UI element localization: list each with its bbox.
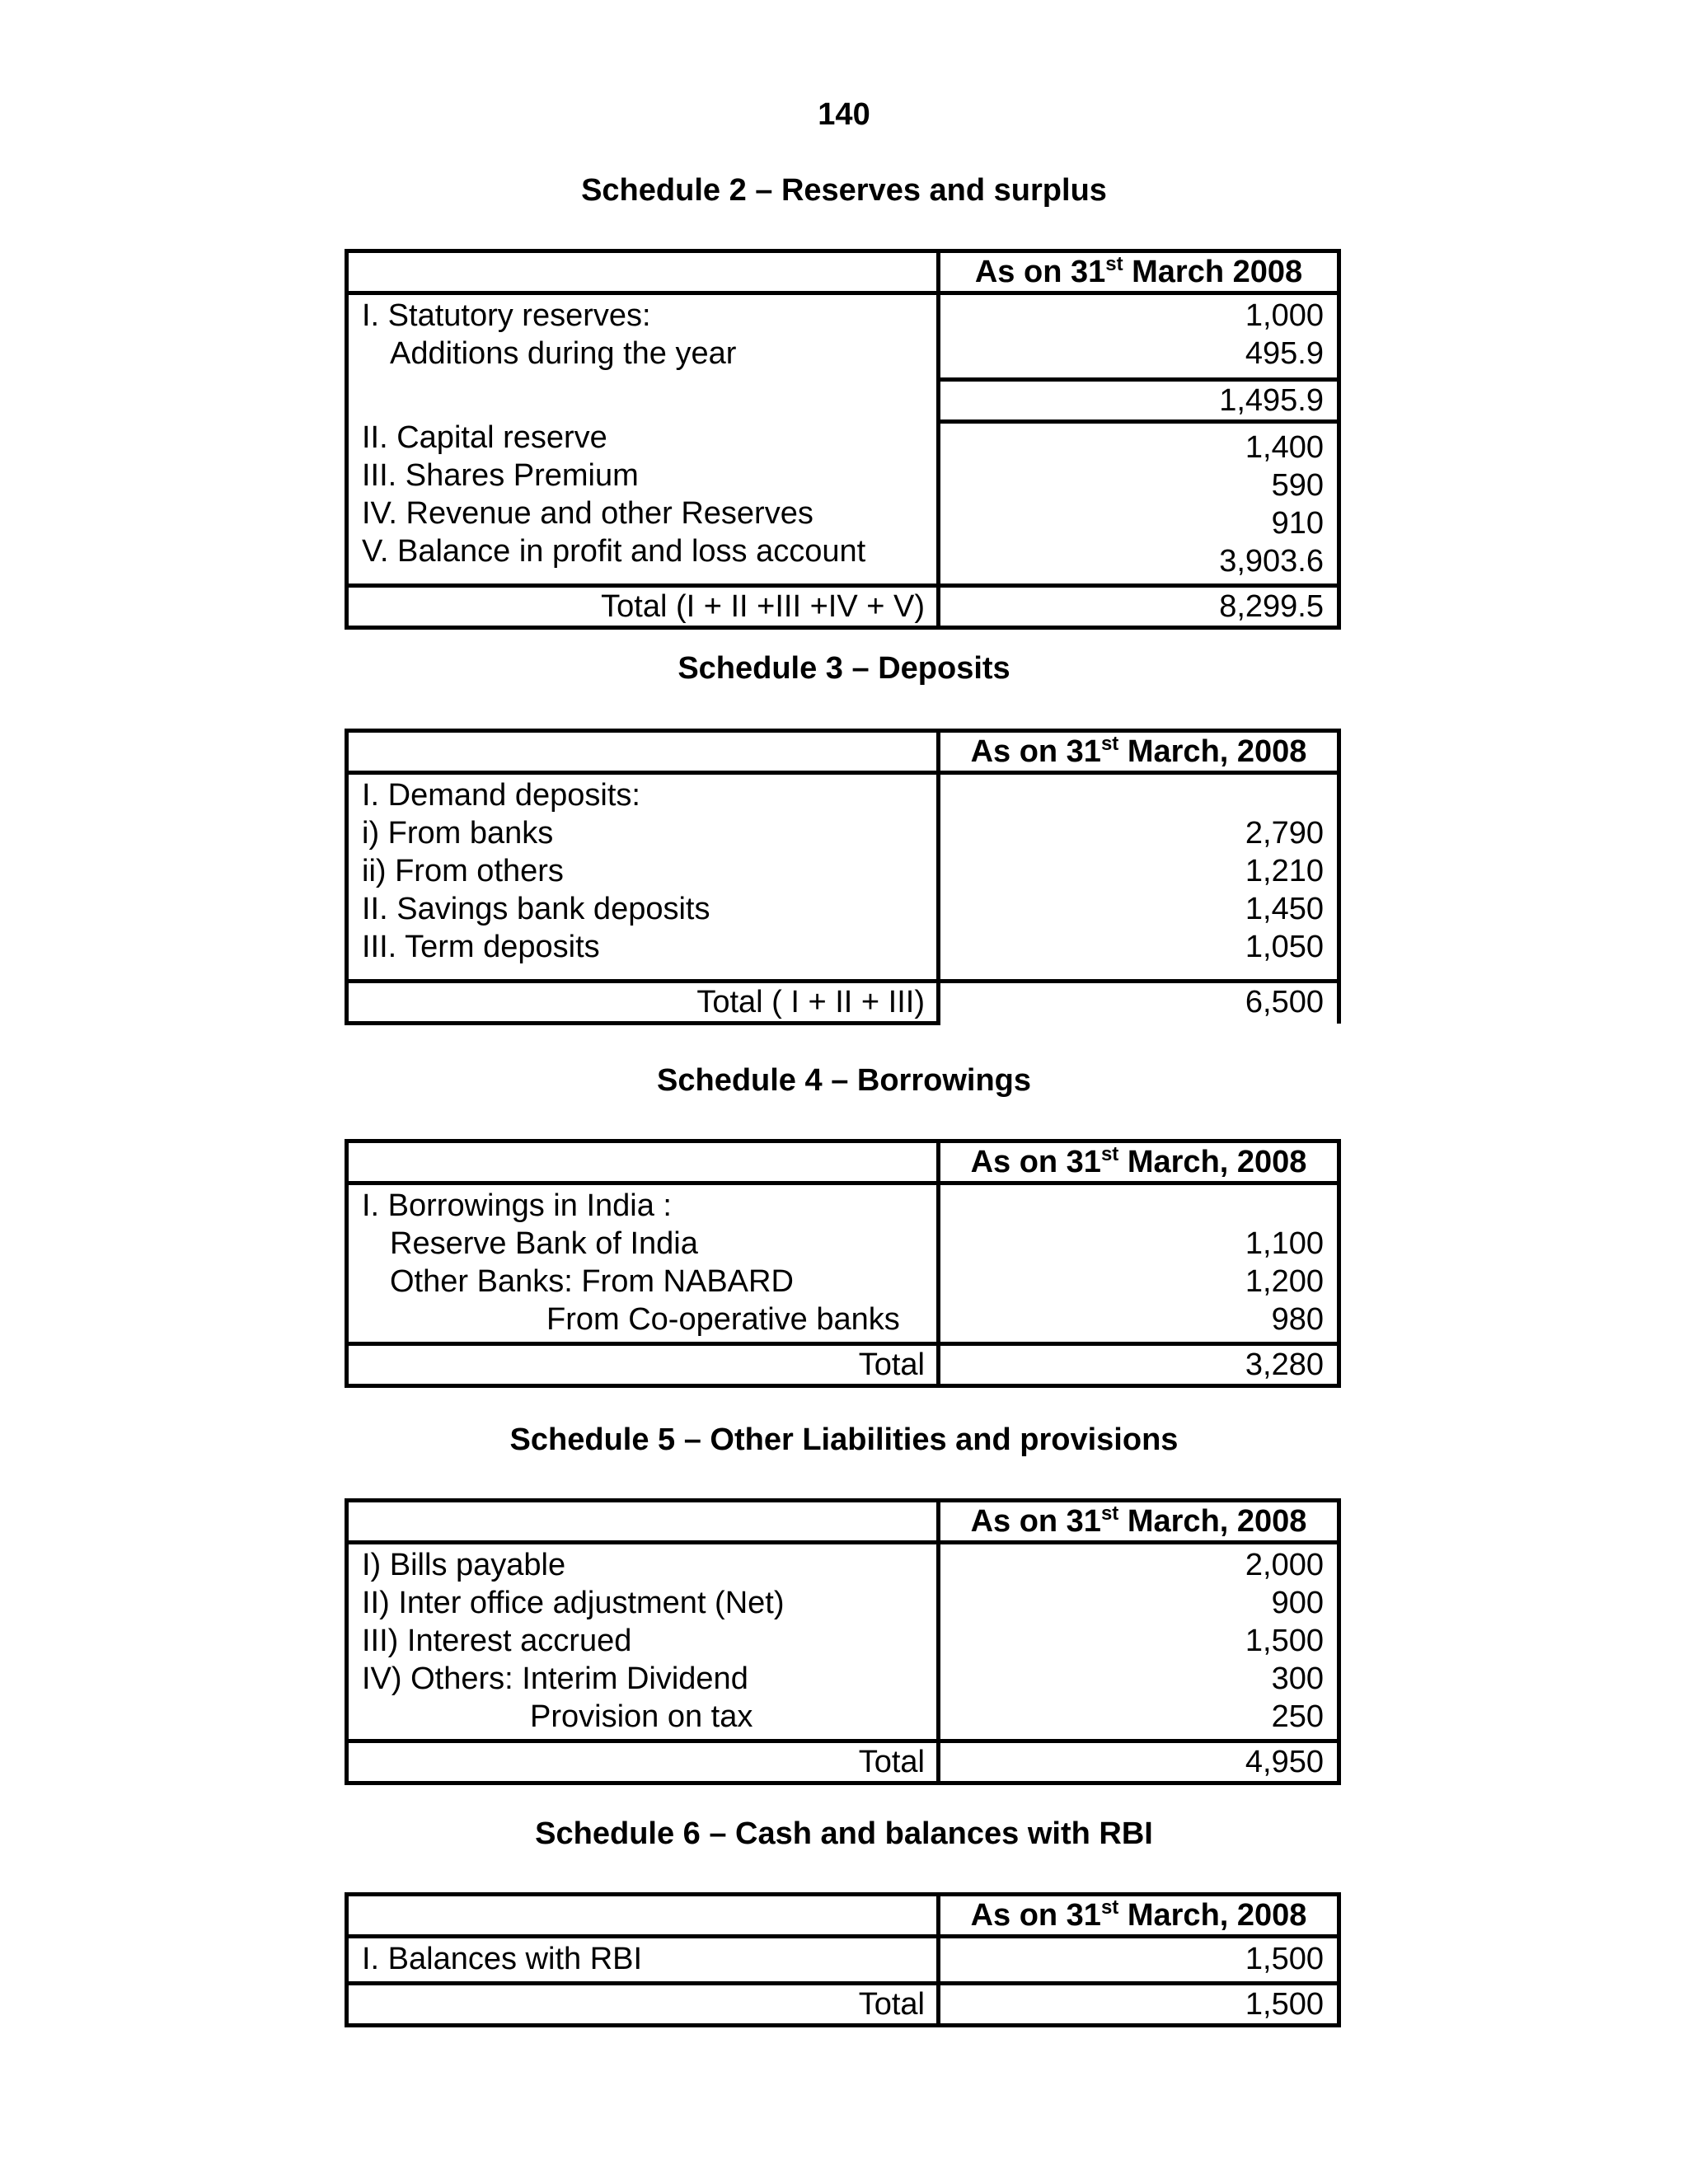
row-label: II) Inter office adjustment (Net) xyxy=(362,1586,785,1620)
total-label: Total xyxy=(347,1741,939,1783)
row-value: 2,790 xyxy=(1245,816,1324,851)
row-label: V. Balance in profit and loss account xyxy=(362,534,866,569)
table-header-row xyxy=(347,251,1339,293)
row-label: IV. Revenue and other Reserves xyxy=(362,496,814,531)
header-blank-cell xyxy=(347,251,939,293)
total-value: 6,500 xyxy=(939,982,1339,1024)
row-value: 1,210 xyxy=(1245,854,1324,888)
date-column-header: As on 31st March 2008 xyxy=(939,251,1339,293)
labels-cell xyxy=(347,293,939,586)
row-label: II. Savings bank deposits xyxy=(362,892,710,926)
schedule-6-title: Schedule 6 – Cash and balances with RBI xyxy=(535,1816,1153,1851)
table-body-row xyxy=(347,1543,1339,1741)
total-row xyxy=(347,1741,1339,1783)
page-number: 140 xyxy=(818,97,870,132)
row-value: 1,400 xyxy=(1245,430,1324,465)
row-label: Other Banks: From NABARD xyxy=(390,1264,794,1299)
row-value: 3,903.6 xyxy=(1219,544,1324,579)
table-header-row xyxy=(347,1141,1339,1183)
row-value: 1,500 xyxy=(1245,1942,1324,1976)
table-header-row xyxy=(347,1501,1339,1543)
table-body-row xyxy=(347,773,1339,982)
schedule-2-title: Schedule 2 – Reserves and surplus xyxy=(581,173,1107,208)
row-label: ii) From others xyxy=(362,854,564,888)
schedule-4-title: Schedule 4 – Borrowings xyxy=(657,1063,1031,1098)
row-value xyxy=(940,1187,1324,1225)
row-value: 250 xyxy=(1271,1699,1324,1734)
total-value: 1,500 xyxy=(939,1984,1339,2026)
date-column-header: As on 31st March, 2008 xyxy=(939,731,1339,773)
row-label: From Co-operative banks xyxy=(546,1302,900,1337)
date-column-header: As on 31st March, 2008 xyxy=(939,1501,1339,1543)
total-row xyxy=(347,586,1339,628)
header-blank-cell xyxy=(347,1895,939,1937)
values-cell xyxy=(939,773,1339,982)
total-label: Total xyxy=(347,1344,939,1386)
table-body-row xyxy=(347,1183,1339,1344)
row-value: 1,500 xyxy=(1245,1624,1324,1658)
date-column-header: As on 31st March, 2008 xyxy=(939,1141,1339,1183)
total-label: Total (I + II +III +IV + V) xyxy=(347,586,939,628)
header-blank-cell xyxy=(347,1501,939,1543)
labels-cell xyxy=(347,1937,939,1984)
row-label: Provision on tax xyxy=(530,1699,753,1734)
schedule-3-title: Schedule 3 – Deposits xyxy=(678,651,1010,686)
total-row xyxy=(347,1344,1339,1386)
labels-cell xyxy=(347,1183,939,1344)
row-value: 980 xyxy=(1271,1302,1324,1337)
row-label: III. Term deposits xyxy=(362,930,600,964)
row-value xyxy=(940,776,1324,814)
row-value: 900 xyxy=(1271,1586,1324,1620)
table-header-row xyxy=(347,1895,1339,1937)
row-label: I. Balances with RBI xyxy=(362,1942,643,1976)
row-value: 2,000 xyxy=(1245,1548,1324,1582)
row-value: 1,050 xyxy=(1245,930,1324,964)
row-value: 910 xyxy=(1271,506,1324,541)
total-value: 8,299.5 xyxy=(939,586,1339,628)
row-label: III) Interest accrued xyxy=(362,1624,632,1658)
row-label: IV) Others: Interim Dividend xyxy=(362,1661,748,1696)
total-label: Total ( I + II + III) xyxy=(347,982,939,1024)
row-label: i) From banks xyxy=(362,816,554,851)
date-column-header: As on 31st March, 2008 xyxy=(939,1895,1339,1937)
values-cell xyxy=(939,1543,1339,1741)
row-value: 300 xyxy=(1271,1661,1324,1696)
total-label: Total xyxy=(347,1984,939,2026)
table-body-row xyxy=(347,1937,1339,1984)
row-label: Additions during the year xyxy=(390,336,737,371)
table-body-row xyxy=(347,293,1339,586)
table-header-row xyxy=(347,731,1339,773)
total-row xyxy=(347,982,1339,1024)
row-label: I. Borrowings in India : xyxy=(362,1188,672,1223)
total-value: 3,280 xyxy=(939,1344,1339,1386)
schedule-5-table xyxy=(345,1498,1341,1785)
row-value: 1,100 xyxy=(1245,1226,1324,1261)
values-cell xyxy=(939,1183,1339,1344)
row-label: Reserve Bank of India xyxy=(390,1226,698,1261)
values-cell xyxy=(939,1937,1339,1984)
row-value: 1,450 xyxy=(1245,892,1324,926)
row-label: III. Shares Premium xyxy=(362,458,639,493)
row-label: I. Statutory reserves: xyxy=(362,298,651,333)
schedule-6-table xyxy=(345,1892,1341,2027)
total-row xyxy=(347,1984,1339,2026)
row-value: 1,200 xyxy=(1245,1264,1324,1299)
schedule-2-table xyxy=(345,249,1341,630)
schedule-4-table xyxy=(345,1139,1341,1388)
header-blank-cell xyxy=(347,731,939,773)
values-cell xyxy=(939,293,1339,586)
labels-cell xyxy=(347,773,939,982)
row-value: 495.9 xyxy=(1245,336,1324,371)
total-value: 4,950 xyxy=(939,1741,1339,1783)
row-value: 590 xyxy=(1271,468,1324,503)
header-blank-cell xyxy=(347,1141,939,1183)
row-label: I. Demand deposits: xyxy=(362,778,640,813)
schedule-3-table xyxy=(345,729,1341,1025)
row-value: 1,000 xyxy=(1245,298,1324,333)
row-label: I) Bills payable xyxy=(362,1548,566,1582)
schedule-5-title: Schedule 5 – Other Liabilities and provisions xyxy=(509,1422,1179,1457)
subtotal-value: 1,495.9 xyxy=(940,377,1337,424)
row-label: II. Capital reserve xyxy=(362,420,607,455)
labels-cell xyxy=(347,1543,939,1741)
